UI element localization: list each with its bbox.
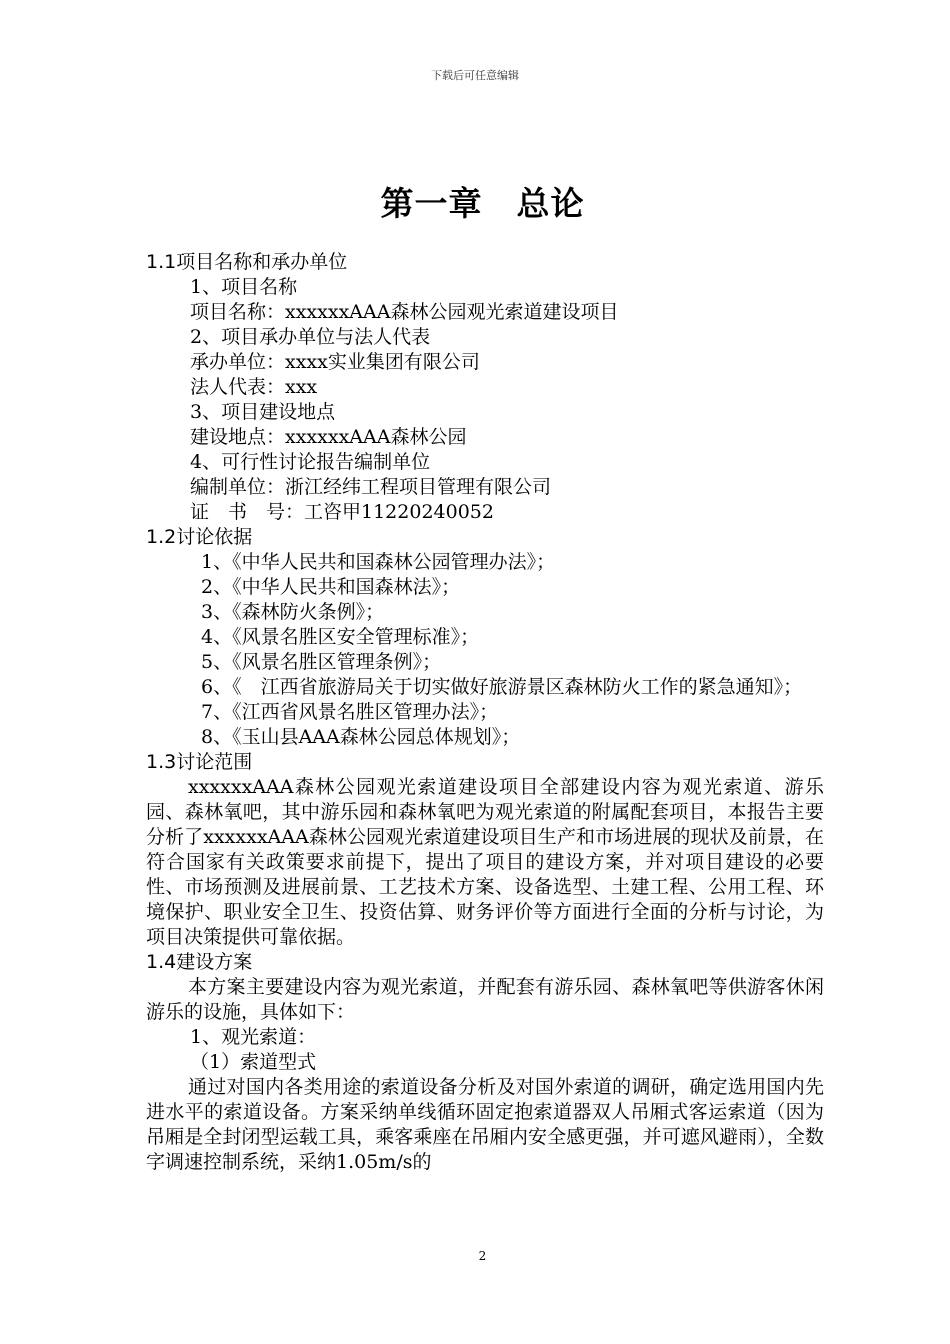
reference-item: 4、《风景名胜区安全管理标准》； <box>201 626 480 648</box>
plan-paragraph: 本方案主要建设内容为观光索道，并配套有游乐园、森林氧吧等供游客休闲游乐的设施，具体如下： <box>146 976 824 1023</box>
body-line: 证 书 号：工咨甲11220240052 <box>190 501 494 523</box>
chapter-title: 第一章 总论 <box>380 184 585 223</box>
body-line: 1、项目名称 <box>190 276 298 298</box>
page-header: 下载后可任意编辑 <box>431 69 519 82</box>
subheading-cableway: 1、观光索道： <box>190 1026 317 1048</box>
document-body <box>146 250 824 1175</box>
body-line: 法人代表：xxx <box>190 376 318 398</box>
reference-item: 5、《风景名胜区管理条例》； <box>201 651 442 673</box>
section-heading-1-2: 1.2讨论依据 <box>146 526 253 548</box>
page-number: 2 <box>478 1249 487 1263</box>
reference-item: 3、《森林防火条例》； <box>201 601 385 623</box>
reference-item: 2、《中华人民共和国森林法》； <box>201 576 461 598</box>
body-line: 编制单位：浙江经纬工程项目管理有限公司 <box>190 476 552 498</box>
reference-item: 1、《中华人民共和国森林公园管理办法》； <box>201 551 556 573</box>
cableway-paragraph: 通过对国内各类用途的索道设备分析及对国外索道的调研，确定选用国内先进水平的索道设备。方案采纳单线循环固定抱索道器双人吊厢式客运索道（因为吊厢是全封闭型运载工具，乘客乘座在吊厢内安全感更强，并可遮风避雨），全数字调速控制系统，采纳1.05m/s的 <box>146 1076 824 1173</box>
section-heading-1-4: 1.4建设方案 <box>146 951 253 973</box>
subheading-cableway-type: （1）索道型式 <box>190 1051 317 1073</box>
body-line: 3、项目建设地点 <box>190 401 336 423</box>
body-line: 项目名称：xxxxxxAAA森林公园观光索道建设项目 <box>190 301 619 323</box>
scope-paragraph: xxxxxxAAA森林公园观光索道建设项目全部建设内容为观光索道、游乐园、森林氧吧，其中游乐园和森林氧吧为观光索道的附属配套项目，本报告主要分析了xxxxxxAAA森林公园观光索道建设项目生产和市场进展的现状及前景，在符合国家有关政策要求前提下，提出了项目的建设方案，并对项目建设的必要性、市场预测及进展前景、工艺技术方案、设备选型、土建工程、公用工程、环境保护、职业安全卫生、投资估算、财务评价等方面进行全面的分析与讨论，为项目决策提供可靠依据。 <box>146 776 824 948</box>
body-line: 4、可行性讨论报告编制单位 <box>190 451 431 473</box>
reference-item: 8、《玉山县AAA森林公园总体规划》； <box>201 726 521 748</box>
section-heading-1-3: 1.3讨论范围 <box>146 751 253 773</box>
reference-item: 7、《江西省风景名胜区管理办法》； <box>201 701 499 723</box>
body-line: 2、项目承办单位与法人代表 <box>190 326 431 348</box>
section-heading-1-1: 1.1项目名称和承办单位 <box>146 251 348 273</box>
body-line: 承办单位：xxxx实业集团有限公司 <box>190 351 480 373</box>
body-line: 建设地点：xxxxxxAAA森林公园 <box>190 426 467 448</box>
reference-item: 6、《 江西省旅游局关于切实做好旅游景区森林防火工作的紧急通知》； <box>201 676 803 698</box>
